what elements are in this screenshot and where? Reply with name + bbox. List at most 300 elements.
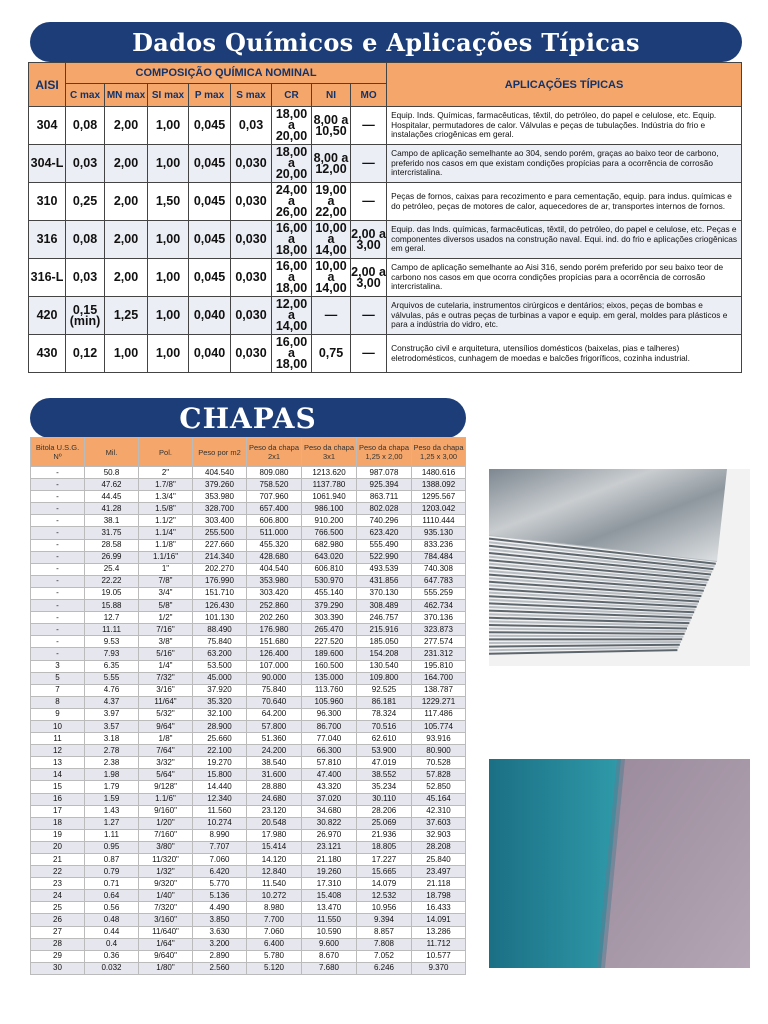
sheet-cell: 23 bbox=[31, 878, 85, 890]
sheet-cell: 1.59 bbox=[85, 793, 139, 805]
application-cell: Peças de fornos, caixas para recozimento e para cementação, equip. para indus. químicas e do petróleo, peças de motores de calor, aquecedores de ar, transportes internos de fornos. bbox=[387, 183, 742, 221]
application-cell: Campo de aplicação semelhante ao 304, sendo porém, graças ao baixo teor de carbono, preferido nos casos em que existam condições propícias para a ocorrência de corrosão intercristalina. bbox=[387, 145, 742, 183]
mo-cell: — bbox=[351, 145, 387, 183]
sheet-cell: 7/320" bbox=[139, 902, 193, 914]
sheet-cell: 19.260 bbox=[302, 866, 357, 878]
sheet-cell: 195.810 bbox=[412, 660, 466, 672]
sheet-cell: 7/8" bbox=[139, 575, 193, 587]
sheet-cell: 10.956 bbox=[357, 902, 412, 914]
sheet-cell: 3/160" bbox=[139, 914, 193, 926]
sheet-cell: 833.236 bbox=[412, 539, 466, 551]
sheet-cell: 11/64" bbox=[139, 696, 193, 708]
application-cell: Campo de aplicação semelhante ao Aisi 316, sendo porém preferido por seu baixo teor de carbono nos casos em que ocorra condições propícias para a ocorrência de corrosão intercristalina. bbox=[387, 259, 742, 297]
sheet-cell: 18.805 bbox=[357, 841, 412, 853]
sheet-cell: 7.707 bbox=[193, 841, 247, 853]
sheet-cell: 1061.940 bbox=[302, 491, 357, 503]
sheet-cell: 277.574 bbox=[412, 636, 466, 648]
mo-cell: — bbox=[351, 297, 387, 335]
sheet-cell: 22.100 bbox=[193, 745, 247, 757]
sheet-cell: 8.670 bbox=[302, 950, 357, 962]
sheet-cell: 23.121 bbox=[302, 841, 357, 853]
sheet-cell: 9/64" bbox=[139, 720, 193, 732]
section-title: CHAPAS bbox=[179, 401, 317, 435]
sheet-cell: 90.000 bbox=[247, 672, 302, 684]
application-cell: Equip. das Inds. químicas, farmacêuticas, têxtil, do petróleo, do papel e celulose, etc. Peças e componentes diversos usados na construção naval. Equi. ind. do frio e aplicações criogênicas em geral. bbox=[387, 221, 742, 259]
sheet-cell: 1.5/8" bbox=[139, 503, 193, 515]
sheet-cell: 784.484 bbox=[412, 551, 466, 563]
sheet-cell: 32.100 bbox=[193, 708, 247, 720]
sheet-cell: 9.394 bbox=[357, 914, 412, 926]
sheet-cell: 5/32" bbox=[139, 708, 193, 720]
sheet-cell: 42.310 bbox=[412, 805, 466, 817]
sheet-cell: 1.1/16" bbox=[139, 551, 193, 563]
sheet-cell: 8 bbox=[31, 696, 85, 708]
table-row bbox=[29, 335, 742, 373]
sheet-cell: 15.88 bbox=[85, 600, 139, 612]
sheet-cell: 13.286 bbox=[412, 926, 466, 938]
sheet-cell: 657.400 bbox=[247, 503, 302, 515]
sheet-cell: 75.840 bbox=[247, 684, 302, 696]
sheet-cell: 643.020 bbox=[302, 551, 357, 563]
sheet-cell: 555.259 bbox=[412, 587, 466, 599]
sheet-cell: 75.840 bbox=[193, 636, 247, 648]
mn-cell: 2,00 bbox=[105, 183, 148, 221]
sheet-cell: 2.890 bbox=[193, 950, 247, 962]
table-row bbox=[31, 515, 466, 527]
sheet-cell: 126.430 bbox=[193, 600, 247, 612]
sheet-cell: 1/4" bbox=[139, 660, 193, 672]
sheet-cell: - bbox=[31, 636, 85, 648]
aisi-header: AISI bbox=[29, 63, 66, 107]
sheet-cell: 3/80" bbox=[139, 841, 193, 853]
sheet-cell: 370.130 bbox=[357, 587, 412, 599]
sheet-cell: 0.79 bbox=[85, 866, 139, 878]
sheet-cell: 105.774 bbox=[412, 720, 466, 732]
table-row bbox=[31, 575, 466, 587]
sheet-cell: 11/320" bbox=[139, 854, 193, 866]
mo-cell: — bbox=[351, 335, 387, 373]
table-row bbox=[29, 259, 742, 297]
sheet-cell: 154.208 bbox=[357, 648, 412, 660]
sheet-cell: 160.500 bbox=[302, 660, 357, 672]
sheet-cell: 8.980 bbox=[247, 902, 302, 914]
sheet-cell: 86.700 bbox=[302, 720, 357, 732]
sheet-cell: 0.48 bbox=[85, 914, 139, 926]
sheet-cell: 130.540 bbox=[357, 660, 412, 672]
page-title: Dados Químicos e Aplicações Típicas bbox=[132, 27, 640, 57]
sheet-cell: 43.320 bbox=[302, 781, 357, 793]
sheet-cell: 77.040 bbox=[302, 733, 357, 745]
mn-cell: 1,00 bbox=[105, 335, 148, 373]
sheet-cell: 511.000 bbox=[247, 527, 302, 539]
p-cell: 0,040 bbox=[189, 297, 231, 335]
sheet-cell: 20 bbox=[31, 841, 85, 853]
table-row bbox=[31, 636, 466, 648]
sheet-cell: 3/16" bbox=[139, 684, 193, 696]
sheet-cell: 185.050 bbox=[357, 636, 412, 648]
sheet-cell: - bbox=[31, 624, 85, 636]
table-row bbox=[31, 841, 466, 853]
sheet-cell: 14.120 bbox=[247, 854, 302, 866]
sheet-cell: 28.208 bbox=[412, 841, 466, 853]
sheet-cell: 35.234 bbox=[357, 781, 412, 793]
composition-subheader: MO bbox=[351, 84, 387, 107]
sheet-cell: 6.35 bbox=[85, 660, 139, 672]
sheet-cell: 26.99 bbox=[85, 551, 139, 563]
sheet-cell: 7.700 bbox=[247, 914, 302, 926]
si-cell: 1,00 bbox=[148, 335, 189, 373]
sheet-cell: 7.052 bbox=[357, 950, 412, 962]
sheet-column-header: Peso da chapa 2x1 bbox=[247, 438, 302, 467]
sheet-cell: 57.810 bbox=[302, 757, 357, 769]
table-row bbox=[31, 757, 466, 769]
sheet-cell: 623.420 bbox=[357, 527, 412, 539]
sheet-cell: 57.828 bbox=[412, 769, 466, 781]
sheet-cell: 25.069 bbox=[357, 817, 412, 829]
si-cell: 1,50 bbox=[148, 183, 189, 221]
sheet-cell: 15.665 bbox=[357, 866, 412, 878]
cr-cell: 16,00 a 18,00 bbox=[272, 221, 312, 259]
sheet-cell: 12.7 bbox=[85, 612, 139, 624]
sheet-cell: 17 bbox=[31, 805, 85, 817]
c-cell: 0,25 bbox=[66, 183, 105, 221]
si-cell: 1,00 bbox=[148, 145, 189, 183]
sheet-cell: 88.490 bbox=[193, 624, 247, 636]
sheet-cell: 9.370 bbox=[412, 962, 466, 974]
sheet-cell: 50.8 bbox=[85, 467, 139, 479]
sheet-cell: 53.500 bbox=[193, 660, 247, 672]
sheet-cell: 19.05 bbox=[85, 587, 139, 599]
sheet-cell: 1229.271 bbox=[412, 696, 466, 708]
p-cell: 0,045 bbox=[189, 259, 231, 297]
sheet-cell: 1.1/8" bbox=[139, 539, 193, 551]
sheet-cell: 117.486 bbox=[412, 708, 466, 720]
sheet-cell: 41.28 bbox=[85, 503, 139, 515]
sheet-cell: 766.500 bbox=[302, 527, 357, 539]
sheet-cell: 252.860 bbox=[247, 600, 302, 612]
sheet-cell: 52.850 bbox=[412, 781, 466, 793]
sheet-cell: 11.11 bbox=[85, 624, 139, 636]
s-cell: 0,030 bbox=[231, 297, 272, 335]
sheet-column-header: Pol. bbox=[139, 438, 193, 467]
sheet-cell: 404.540 bbox=[247, 563, 302, 575]
sheet-cell: 24 bbox=[31, 890, 85, 902]
sheet-cell: 11.540 bbox=[247, 878, 302, 890]
table-row bbox=[31, 878, 466, 890]
mn-cell: 1,25 bbox=[105, 297, 148, 335]
sheet-cell: 1388.092 bbox=[412, 479, 466, 491]
sheet-cell: 1.98 bbox=[85, 769, 139, 781]
mn-cell: 2,00 bbox=[105, 145, 148, 183]
sheet-cell: 151.680 bbox=[247, 636, 302, 648]
sheet-cell: 19.270 bbox=[193, 757, 247, 769]
aisi-cell: 304 bbox=[29, 107, 66, 145]
sheet-cell: - bbox=[31, 467, 85, 479]
table-row bbox=[31, 745, 466, 757]
sheet-cell: 1203.042 bbox=[412, 503, 466, 515]
table-row bbox=[29, 297, 742, 335]
sheet-cell: 45.164 bbox=[412, 793, 466, 805]
composition-subheader: MN max bbox=[105, 84, 148, 107]
sheet-cell: 606.810 bbox=[302, 563, 357, 575]
sheet-cell: 11.550 bbox=[302, 914, 357, 926]
sheet-cell: 9/160" bbox=[139, 805, 193, 817]
sheet-cell: 1.79 bbox=[85, 781, 139, 793]
sheet-cell: 21.118 bbox=[412, 878, 466, 890]
sheet-cell: 9.600 bbox=[302, 938, 357, 950]
sheet-cell: 10.577 bbox=[412, 950, 466, 962]
sheet-cell: 62.610 bbox=[357, 733, 412, 745]
table-row bbox=[31, 926, 466, 938]
sheet-cell: 23.497 bbox=[412, 866, 466, 878]
sheet-cell: 3 bbox=[31, 660, 85, 672]
sheet-cell: 53.900 bbox=[357, 745, 412, 757]
sheet-cell: 3.850 bbox=[193, 914, 247, 926]
sheet-cell: 910.200 bbox=[302, 515, 357, 527]
sheet-cell: 11/640" bbox=[139, 926, 193, 938]
sheet-cell: 2.78 bbox=[85, 745, 139, 757]
sheet-cell: 35.320 bbox=[193, 696, 247, 708]
sheet-cell: 18.798 bbox=[412, 890, 466, 902]
sheet-cell: 86.181 bbox=[357, 696, 412, 708]
sheet-cell: 189.600 bbox=[302, 648, 357, 660]
sheet-cell: - bbox=[31, 515, 85, 527]
sheet-cell: 1.11 bbox=[85, 829, 139, 841]
sheet-cell: 3/4" bbox=[139, 587, 193, 599]
mo-cell: 2,00 a 3,00 bbox=[351, 259, 387, 297]
sheet-cell: 15 bbox=[31, 781, 85, 793]
table-row bbox=[31, 612, 466, 624]
sheet-cell: 1/40" bbox=[139, 890, 193, 902]
table-row bbox=[31, 720, 466, 732]
sheet-cell: 78.324 bbox=[357, 708, 412, 720]
sheet-cell: 1.1/4" bbox=[139, 527, 193, 539]
sheet-cell: 14.091 bbox=[412, 914, 466, 926]
sheet-cell: 4.490 bbox=[193, 902, 247, 914]
table-row bbox=[31, 817, 466, 829]
sheet-cell: 1/2" bbox=[139, 612, 193, 624]
sheet-cell: - bbox=[31, 648, 85, 660]
s-cell: 0,03 bbox=[231, 107, 272, 145]
table-row bbox=[31, 733, 466, 745]
table-row bbox=[31, 938, 466, 950]
sheet-cell: 606.800 bbox=[247, 515, 302, 527]
sheet-cell: 151.710 bbox=[193, 587, 247, 599]
sheet-cell: 303.390 bbox=[302, 612, 357, 624]
table-row bbox=[31, 660, 466, 672]
table-row bbox=[31, 866, 466, 878]
sheet-cell: 28.880 bbox=[247, 781, 302, 793]
sheet-cell: 37.603 bbox=[412, 817, 466, 829]
sheet-cell: 28.58 bbox=[85, 539, 139, 551]
table-row bbox=[29, 145, 742, 183]
sheet-cell: 25.4 bbox=[85, 563, 139, 575]
sheet-cell: - bbox=[31, 600, 85, 612]
sheet-cell: 0.032 bbox=[85, 962, 139, 974]
sheet-cell: 2" bbox=[139, 467, 193, 479]
sheet-cell: 0.44 bbox=[85, 926, 139, 938]
table-row bbox=[31, 600, 466, 612]
sheet-cell: 214.340 bbox=[193, 551, 247, 563]
sheet-cell: 0.4 bbox=[85, 938, 139, 950]
sheet-cell: 6.246 bbox=[357, 962, 412, 974]
sheet-cell: 404.540 bbox=[193, 467, 247, 479]
table-row bbox=[31, 467, 466, 479]
sheet-cell: 3.200 bbox=[193, 938, 247, 950]
sheet-cell: 1.43 bbox=[85, 805, 139, 817]
sheet-cell: 23.120 bbox=[247, 805, 302, 817]
s-cell: 0,030 bbox=[231, 259, 272, 297]
title-banner-chapas bbox=[30, 398, 466, 438]
composition-subheader: S max bbox=[231, 84, 272, 107]
table-row bbox=[31, 696, 466, 708]
mo-cell: — bbox=[351, 107, 387, 145]
sheet-cell: 1.7/8" bbox=[139, 479, 193, 491]
sheet-cell: 10 bbox=[31, 720, 85, 732]
aisi-cell: 310 bbox=[29, 183, 66, 221]
application-cell: Construção civil e arquitetura, utensílios domésticos (baixelas, pias e talheres) eletrodomésticos, cunhagem de moedas e balcões frigoríficos, cozinha industrial. bbox=[387, 335, 742, 373]
sheet-cell: 27 bbox=[31, 926, 85, 938]
mn-cell: 2,00 bbox=[105, 221, 148, 259]
sheet-cell: 7.060 bbox=[193, 854, 247, 866]
sheet-cell: 935.130 bbox=[412, 527, 466, 539]
sheet-cell: 105.960 bbox=[302, 696, 357, 708]
sheet-cell: 26.970 bbox=[302, 829, 357, 841]
sheet-cell: 12.340 bbox=[193, 793, 247, 805]
sheet-cell: 227.660 bbox=[193, 539, 247, 551]
sheet-cell: 14.079 bbox=[357, 878, 412, 890]
sheet-cell: 17.310 bbox=[302, 878, 357, 890]
sheet-cell: 7/32" bbox=[139, 672, 193, 684]
sheet-cell: 25.840 bbox=[412, 854, 466, 866]
composition-subheader: SI max bbox=[148, 84, 189, 107]
c-cell: 0,08 bbox=[66, 107, 105, 145]
sheet-cell: 5.780 bbox=[247, 950, 302, 962]
ni-cell: 8,00 a 12,00 bbox=[312, 145, 351, 183]
ni-cell: — bbox=[312, 297, 351, 335]
c-cell: 0,03 bbox=[66, 145, 105, 183]
p-cell: 0,045 bbox=[189, 107, 231, 145]
sheet-cell: 10.590 bbox=[302, 926, 357, 938]
sheet-cell: 107.000 bbox=[247, 660, 302, 672]
sheet-cell: 455.140 bbox=[302, 587, 357, 599]
sheet-cell: 70.528 bbox=[412, 757, 466, 769]
cr-cell: 12,00 a 14,00 bbox=[272, 297, 312, 335]
sheet-cell: 21.180 bbox=[302, 854, 357, 866]
sheet-cell: 265.470 bbox=[302, 624, 357, 636]
sheet-cell: 28 bbox=[31, 938, 85, 950]
aisi-cell: 420 bbox=[29, 297, 66, 335]
table-row bbox=[31, 890, 466, 902]
sheet-cell: 5.136 bbox=[193, 890, 247, 902]
si-cell: 1,00 bbox=[148, 259, 189, 297]
sheet-cell: 17.227 bbox=[357, 854, 412, 866]
sheet-cell: 987.078 bbox=[357, 467, 412, 479]
sheet-cell: 37.920 bbox=[193, 684, 247, 696]
sheet-cell: 80.900 bbox=[412, 745, 466, 757]
sheet-cell: 16.433 bbox=[412, 902, 466, 914]
composition-subheader: NI bbox=[312, 84, 351, 107]
ni-cell: 19,00 a 22,00 bbox=[312, 183, 351, 221]
sheet-cell: 0.95 bbox=[85, 841, 139, 853]
sheet-cell: 5.120 bbox=[247, 962, 302, 974]
sheet-cell: 7.93 bbox=[85, 648, 139, 660]
sheet-cell: 164.700 bbox=[412, 672, 466, 684]
sheet-column-header: Peso por m2 bbox=[193, 438, 247, 467]
sheet-cell: 9 bbox=[31, 708, 85, 720]
s-cell: 0,030 bbox=[231, 183, 272, 221]
s-cell: 0,030 bbox=[231, 145, 272, 183]
sheet-cell: 11.712 bbox=[412, 938, 466, 950]
sheet-cell: 21 bbox=[31, 854, 85, 866]
sheet-cell: 19 bbox=[31, 829, 85, 841]
sheet-cell: 13.470 bbox=[302, 902, 357, 914]
table-row bbox=[31, 805, 466, 817]
sheet-cell: 202.270 bbox=[193, 563, 247, 575]
sheet-cell: 14.440 bbox=[193, 781, 247, 793]
table-row bbox=[31, 672, 466, 684]
sheet-cell: 25 bbox=[31, 902, 85, 914]
sheet-cell: 15.408 bbox=[302, 890, 357, 902]
sheet-cell: 328.700 bbox=[193, 503, 247, 515]
sheet-cell: - bbox=[31, 503, 85, 515]
sheet-cell: 7.808 bbox=[357, 938, 412, 950]
sheet-cell: 15.414 bbox=[247, 841, 302, 853]
sheet-cell: 22.22 bbox=[85, 575, 139, 587]
table-row bbox=[31, 539, 466, 551]
sheet-cell: 38.1 bbox=[85, 515, 139, 527]
table-row bbox=[31, 902, 466, 914]
sheet-cell: 64.200 bbox=[247, 708, 302, 720]
sheet-cell: 9/640" bbox=[139, 950, 193, 962]
sheet-cell: 6.400 bbox=[247, 938, 302, 950]
sheet-cell: 176.980 bbox=[247, 624, 302, 636]
sheet-cell: 2.560 bbox=[193, 962, 247, 974]
sheet-cell: - bbox=[31, 575, 85, 587]
aisi-cell: 304-L bbox=[29, 145, 66, 183]
table-row bbox=[31, 624, 466, 636]
sheet-cell: 63.200 bbox=[193, 648, 247, 660]
sheet-cell: 5/8" bbox=[139, 600, 193, 612]
sheet-cell: 1.3/4" bbox=[139, 491, 193, 503]
table-row bbox=[31, 708, 466, 720]
application-cell: Equip. Inds. Químicas, farmacêuticas, têxtil, do petróleo, do papel e celulose, etc. Equip. Hospitalar, permutadores de calor. Válvulas e peças de tubulações. Indústria do frio e instalações criogênicas em geral. bbox=[387, 107, 742, 145]
sheet-cell: 227.520 bbox=[302, 636, 357, 648]
sheet-cell: 5.770 bbox=[193, 878, 247, 890]
sheet-cell: 31.600 bbox=[247, 769, 302, 781]
sheet-cell: - bbox=[31, 527, 85, 539]
p-cell: 0,045 bbox=[189, 221, 231, 259]
sheet-cell: 1.27 bbox=[85, 817, 139, 829]
sheet-cell: 12.532 bbox=[357, 890, 412, 902]
table-row bbox=[31, 587, 466, 599]
sheet-cell: 32.903 bbox=[412, 829, 466, 841]
sheet-cell: 31.75 bbox=[85, 527, 139, 539]
sheet-cell: 7/160" bbox=[139, 829, 193, 841]
sheet-cell: 303.400 bbox=[193, 515, 247, 527]
c-cell: 0,12 bbox=[66, 335, 105, 373]
sheet-cell: - bbox=[31, 539, 85, 551]
sheet-cell: 47.019 bbox=[357, 757, 412, 769]
sheet-cell: 1295.567 bbox=[412, 491, 466, 503]
sheet-cell: 1.1/2" bbox=[139, 515, 193, 527]
sheet-cell: 530.970 bbox=[302, 575, 357, 587]
sheet-cell: 45.000 bbox=[193, 672, 247, 684]
sheet-cell: - bbox=[31, 551, 85, 563]
sheet-cell: 863.711 bbox=[357, 491, 412, 503]
p-cell: 0,045 bbox=[189, 145, 231, 183]
mn-cell: 2,00 bbox=[105, 107, 148, 145]
